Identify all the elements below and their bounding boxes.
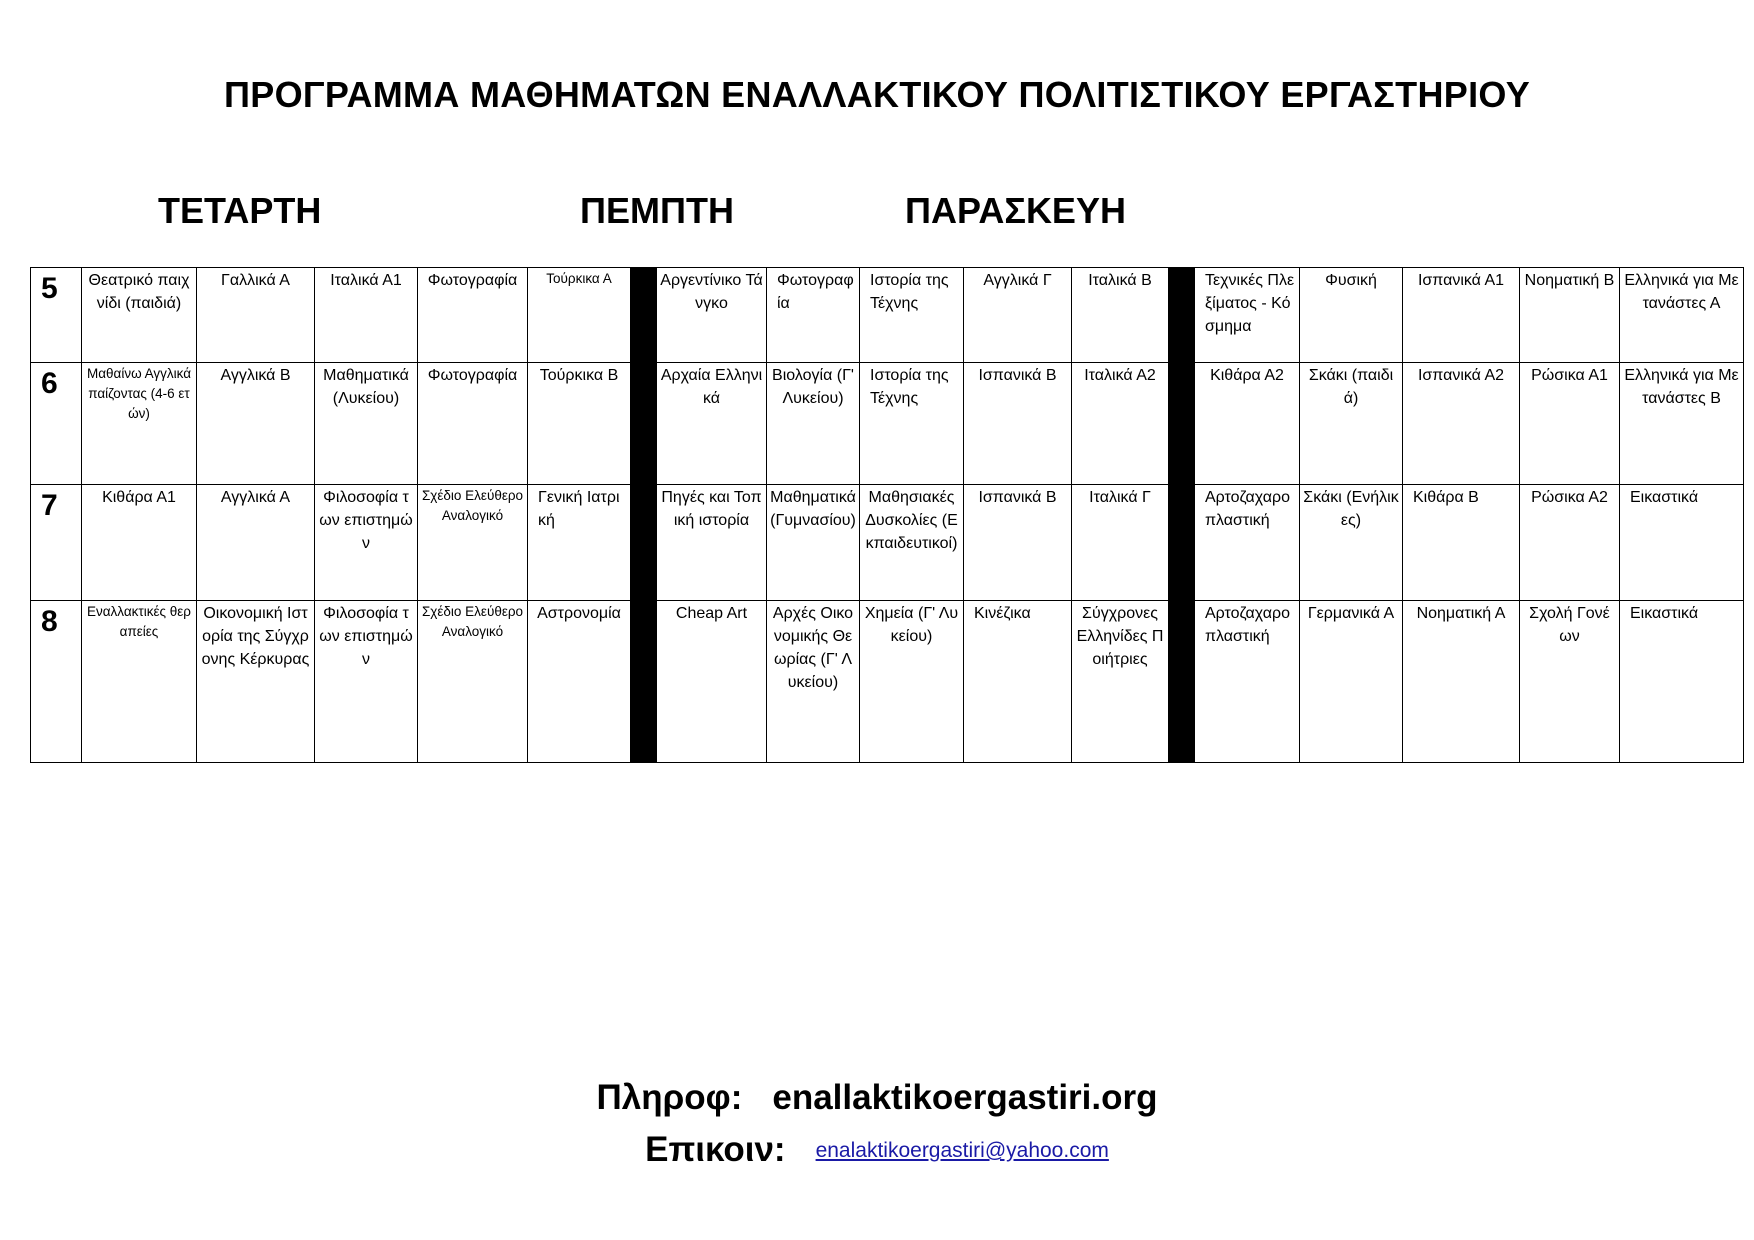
day-separator <box>631 268 657 763</box>
course-cell: Ιταλικά Γ <box>1072 485 1169 601</box>
course-cell: Ισπανικά Β <box>964 485 1072 601</box>
course-cell: Αγγλικά Α <box>197 485 315 601</box>
course-cell: Εικαστικά <box>1620 601 1744 763</box>
course-cell: Ρώσικα Α1 <box>1520 363 1620 485</box>
hour-cell: 5 <box>31 268 82 363</box>
course-cell: Ιταλικά Α2 <box>1072 363 1169 485</box>
course-cell: Ελληνικά για Μετανάστες Β <box>1620 363 1744 485</box>
course-cell: Νοηματική Β <box>1520 268 1620 363</box>
page-title: ΠΡΟΓΡΑΜΜΑ ΜΑΘΗΜΑΤΩΝ ΕΝΑΛΛΑΚΤΙΚΟΥ ΠΟΛΙΤΙΣΤΙΚΟΥ ΕΡΓΑΣΤΗΡΙΟΥ <box>223 74 1530 115</box>
course-cell: Εικαστικά <box>1620 485 1744 601</box>
course-cell: Σχολή Γονέων <box>1520 601 1620 763</box>
course-cell: Γαλλικά Α <box>197 268 315 363</box>
course-cell: Γερμανικά Α <box>1300 601 1403 763</box>
course-cell: Ισπανικά Α1 <box>1403 268 1520 363</box>
day-separator <box>1169 268 1195 763</box>
day-heading-wednesday: ΤΕΤΑΡΤΗ <box>158 190 322 231</box>
course-cell: Αγγλικά Β <box>197 363 315 485</box>
course-cell: Πηγές και Τοπική ιστορία <box>657 485 767 601</box>
course-cell: Μαθηματικά (Λυκείου) <box>315 363 418 485</box>
table-row <box>31 485 1744 601</box>
course-cell: Κιθάρα Α2 <box>1195 363 1300 485</box>
course-cell: Αρτοζαχαροπλαστική <box>1195 485 1300 601</box>
course-cell: Τούρκικα Β <box>528 363 631 485</box>
course-cell: Νοηματική Α <box>1403 601 1520 763</box>
course-cell: Κιθάρα Β <box>1403 485 1520 601</box>
table-row <box>31 268 1744 363</box>
course-cell: Ιταλικά Α1 <box>315 268 418 363</box>
course-cell: Αρτοζαχαροπλαστική <box>1195 601 1300 763</box>
info-label: Πληροφ: <box>596 1078 743 1117</box>
hour-cell: 7 <box>31 485 82 601</box>
course-cell: Φωτογραφία <box>418 268 528 363</box>
hour-cell: 6 <box>31 363 82 485</box>
hour-cell: 8 <box>31 601 82 763</box>
course-cell: Αργεντίνικο Τάνγκο <box>657 268 767 363</box>
course-cell: Φυσική <box>1300 268 1403 363</box>
course-cell: Μαθηματικά (Γυμνασίου) <box>767 485 860 601</box>
schedule-table <box>30 267 1744 763</box>
course-cell: Μαθησιακές Δυσκολίες (Εκπαιδευτικοί) <box>860 485 964 601</box>
course-cell: Ισπανικά Β <box>964 363 1072 485</box>
course-cell: Σχέδιο Ελεύθερο Αναλογικό <box>418 485 528 601</box>
course-cell: Θεατρικό παιχνίδι (παιδιά) <box>82 268 197 363</box>
table-row <box>31 363 1744 485</box>
contact-line <box>0 1130 1754 1170</box>
course-cell: Εναλλακτικές θεραπείες <box>82 601 197 763</box>
info-line <box>0 1078 1754 1118</box>
course-cell: Αστρονομία <box>528 601 631 763</box>
email-link[interactable]: enalaktikoergastiri@yahoo.com <box>815 1139 1109 1162</box>
course-cell: Ιστορία της Τέχνης <box>860 363 964 485</box>
course-cell: Γενική Ιατρική <box>528 485 631 601</box>
course-cell: Βιολογία (Γ' Λυκείου) <box>767 363 860 485</box>
website-text: enallaktikoergastiri.org <box>772 1078 1158 1117</box>
day-heading-thursday: ΠΕΜΠΤΗ <box>580 190 734 231</box>
course-cell: Τεχνικές Πλεξίματος - Κόσμημα <box>1195 268 1300 363</box>
course-cell: Αγγλικά Γ <box>964 268 1072 363</box>
course-cell: Ελληνικά για Μετανάστες Α <box>1620 268 1744 363</box>
contact-label: Επικοιν: <box>645 1130 786 1169</box>
course-cell: Χημεία (Γ' Λυκείου) <box>860 601 964 763</box>
course-cell: Φιλοσοφία των επιστημών <box>315 485 418 601</box>
course-cell: Αρχαία Ελληνικά <box>657 363 767 485</box>
course-cell: Σκάκι (παιδιά) <box>1300 363 1403 485</box>
course-cell: Ισπανικά Α2 <box>1403 363 1520 485</box>
course-cell: Αρχές Οικονομικής Θεωρίας (Γ' Λυκείου) <box>767 601 860 763</box>
course-cell: Ρώσικα Α2 <box>1520 485 1620 601</box>
course-cell: Φιλοσοφία των επιστημών <box>315 601 418 763</box>
course-cell: Cheap Art <box>657 601 767 763</box>
day-heading-friday: ΠΑΡΑΣΚΕΥΗ <box>905 190 1126 231</box>
course-cell: Σύγχρονες Ελληνίδες Ποιήτριες <box>1072 601 1169 763</box>
course-cell: Ιστορία της Τέχνης <box>860 268 964 363</box>
course-cell: Κιθάρα Α1 <box>82 485 197 601</box>
table-row <box>31 601 1744 763</box>
course-cell: Σχέδιο Ελεύθερο Αναλογικό <box>418 601 528 763</box>
course-cell: Φωτογραφία <box>767 268 860 363</box>
course-cell: Σκάκι (Ενήλικες) <box>1300 485 1403 601</box>
course-cell: Τούρκικα Α <box>528 268 631 363</box>
course-cell: Ιταλικά Β <box>1072 268 1169 363</box>
course-cell: Φωτογραφία <box>418 363 528 485</box>
course-cell: Μαθαίνω Αγγλικά παίζοντας (4-6 ετών) <box>82 363 197 485</box>
course-cell: Κινέζικα <box>964 601 1072 763</box>
course-cell: Οικονομική Ιστορία της Σύγχρονης Κέρκυρας <box>197 601 315 763</box>
